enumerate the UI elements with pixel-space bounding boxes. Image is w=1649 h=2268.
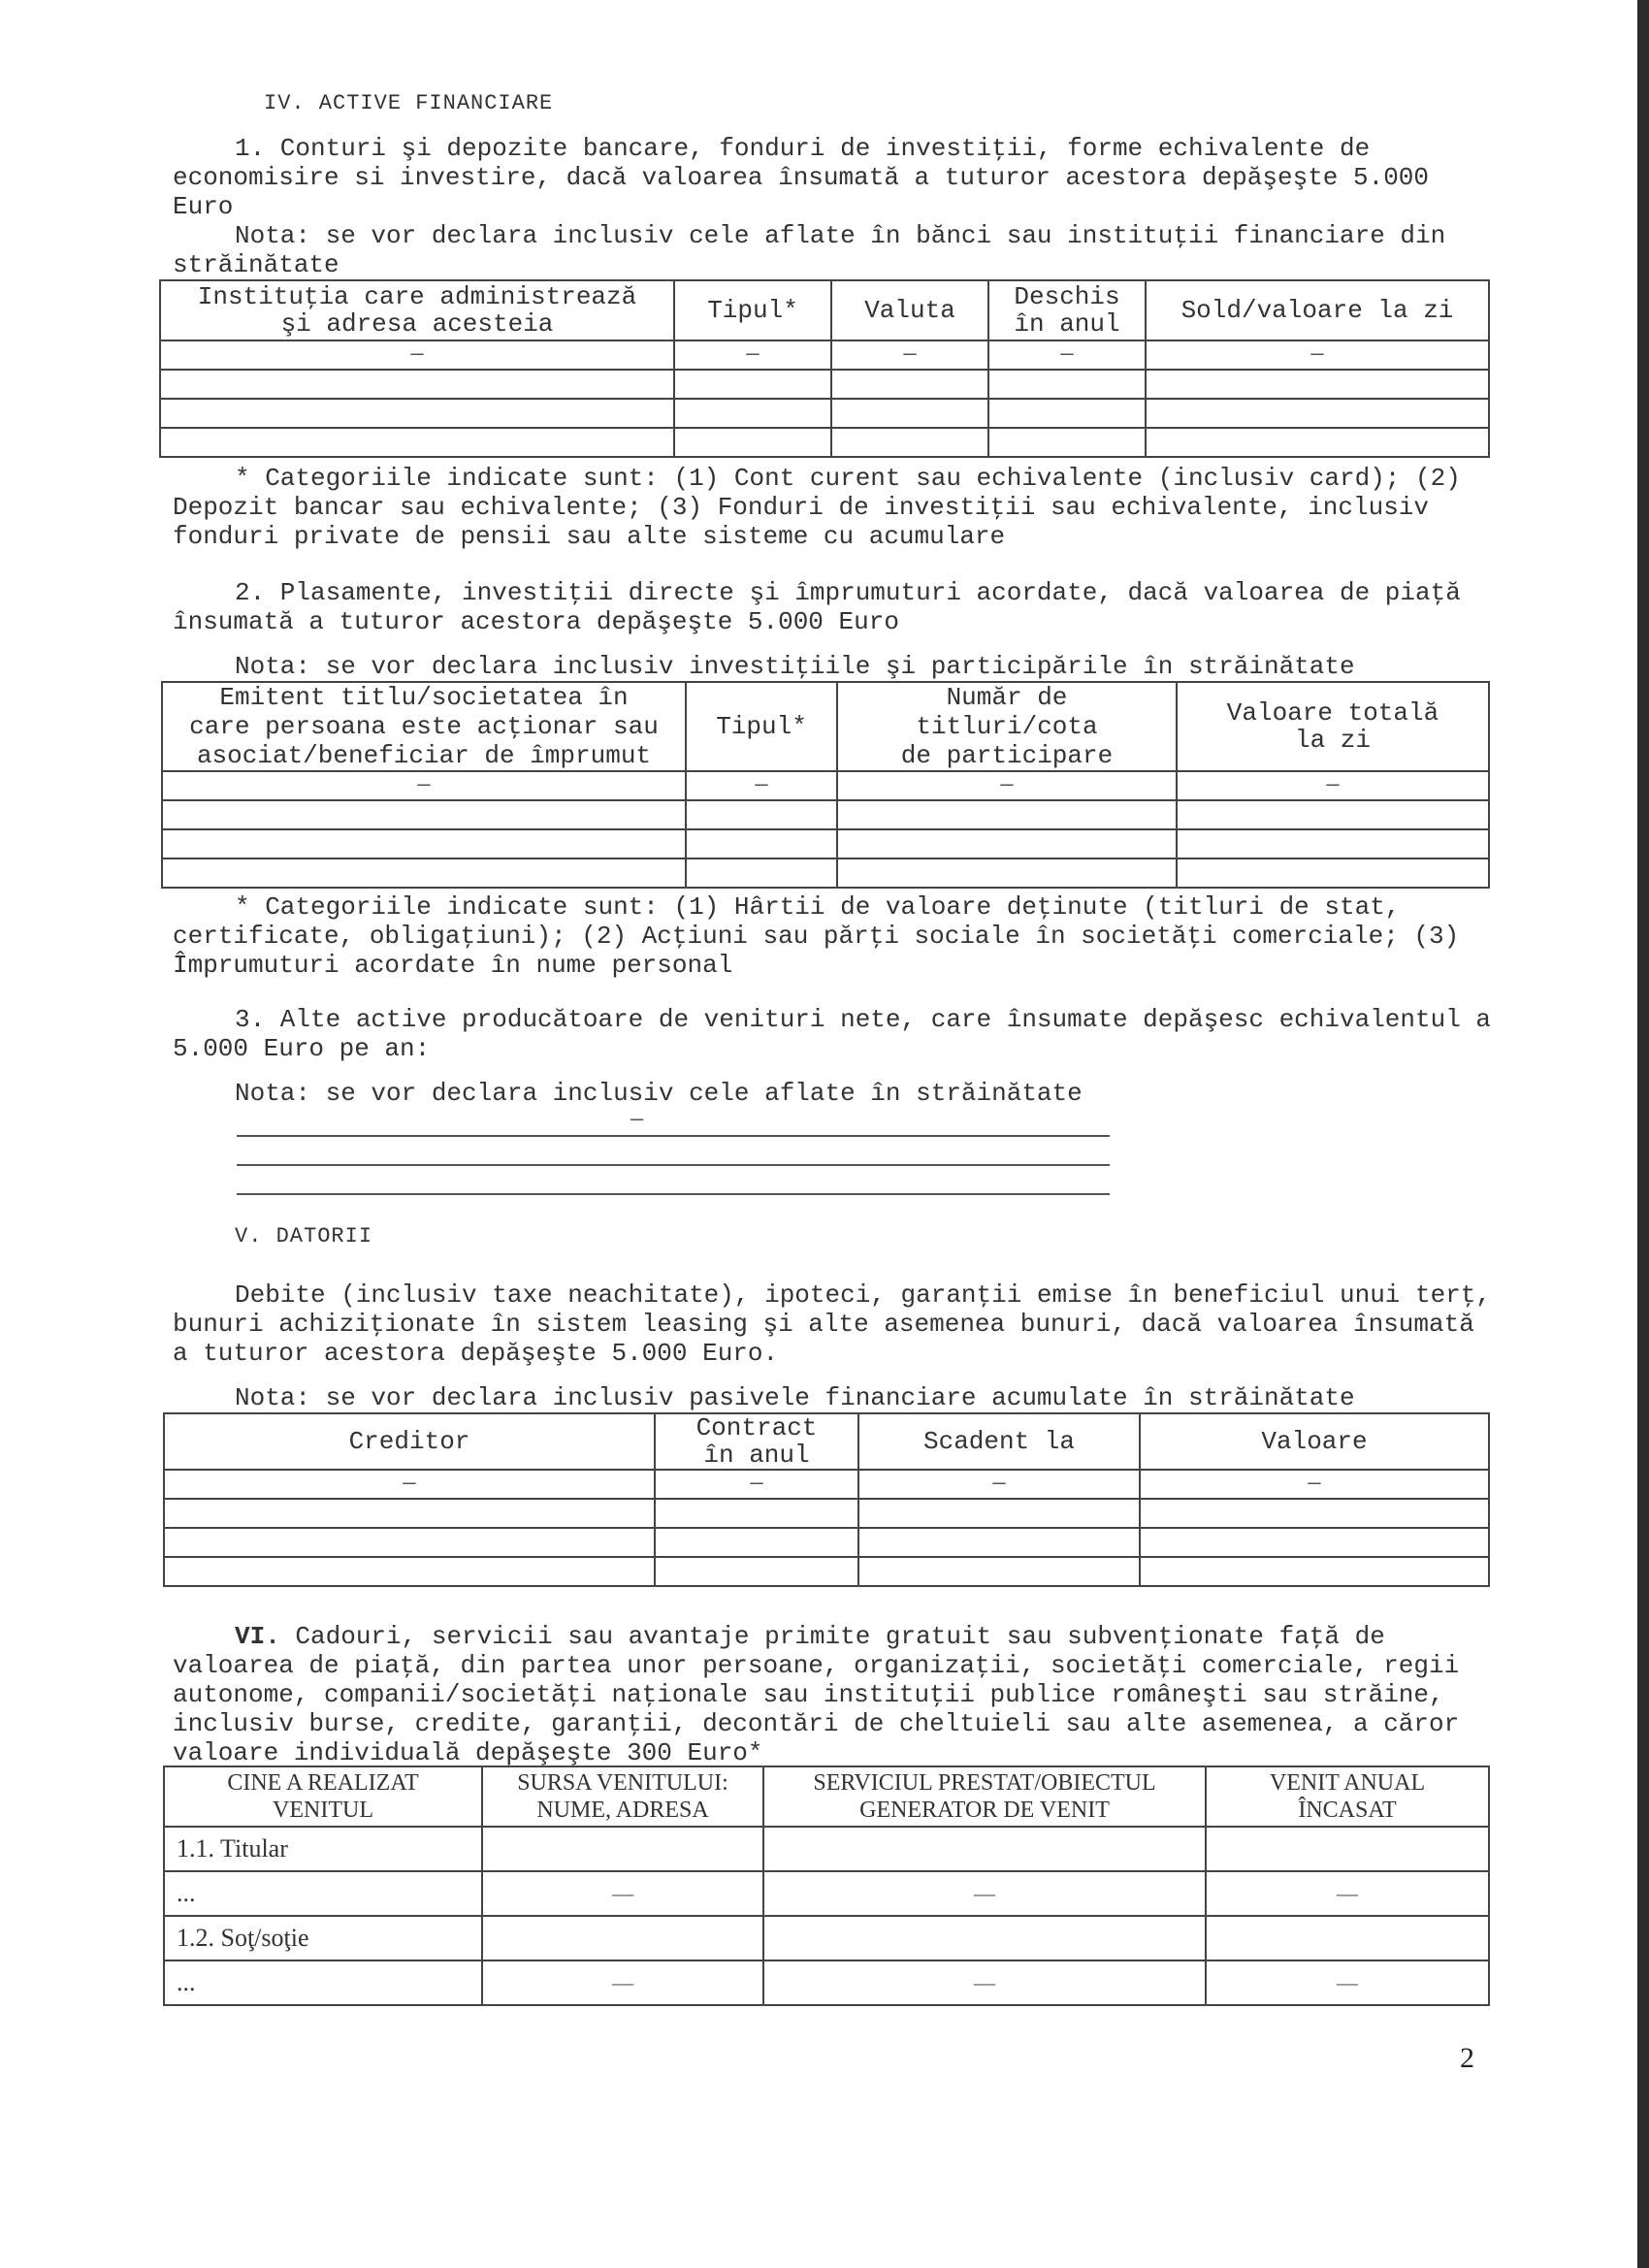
table-cell: — — [674, 340, 831, 370]
table-cell: — — [482, 1871, 763, 1916]
investments-table — [161, 681, 1490, 889]
table-row — [164, 1827, 1489, 1871]
table-cell: — — [655, 1470, 858, 1499]
section-v-heading: V. DATORII — [235, 1224, 373, 1248]
item3-line — [237, 1164, 1110, 1166]
debts-table — [163, 1412, 1490, 1587]
col-shares: Număr de titluri/cota de participare — [837, 682, 1177, 771]
table-row — [164, 1871, 1489, 1916]
table-cell: — — [162, 771, 686, 800]
col-creditor: Creditor — [164, 1413, 655, 1470]
table-cell: — — [1146, 340, 1489, 370]
col-source: SURSA VENITULUI: NUME, ADRESA — [482, 1766, 763, 1827]
item2-note: Nota: se vor declara inclusiv investiţiile şi participările în străinătate — [235, 652, 1355, 681]
table1-footnote: * Categoriile indicate sunt: (1) Cont curent sau echivalente (inclusiv card); (2) Depozit bancar sau echivalente; (3) Fonduri de investiţii sau echivalente, inclusiv fonduri private de pensii sau alte sisteme cu acumulare — [173, 464, 1476, 551]
row-label: ... — [164, 1960, 482, 2005]
item3-text: 3. Alte active producătoare de venituri nete, care însumate depăşesc echivalentul a 5.000 Euro pe an: — [173, 1005, 1506, 1063]
table-row — [162, 800, 1489, 829]
row-label: 1.1. Titular — [164, 1827, 482, 1871]
col-contract-year: Contract în anul — [655, 1413, 858, 1470]
table-cell: — — [164, 1470, 655, 1499]
table-cell: — — [831, 340, 988, 370]
table-row — [160, 340, 1489, 370]
bank-accounts-table — [159, 279, 1490, 458]
table-row — [164, 1916, 1489, 1960]
table-row — [164, 1960, 1489, 2005]
table-cell: — — [686, 771, 837, 800]
gifts-table — [163, 1766, 1490, 2006]
table-row — [164, 1528, 1489, 1557]
table-row — [162, 859, 1489, 888]
table-cell: — — [763, 1960, 1206, 2005]
table-cell: — — [763, 1871, 1206, 1916]
table-cell: — — [1177, 771, 1489, 800]
section-iv-heading: IV. ACTIVE FINANCIARE — [264, 91, 554, 115]
table-row — [164, 1499, 1489, 1528]
table-row — [162, 829, 1489, 859]
scan-edge — [1637, 0, 1649, 2268]
table-cell: — — [1206, 1871, 1489, 1916]
table-row — [162, 771, 1489, 800]
col-issuer: Emitent titlu/societatea în care persoana este acţionar sau asociat/beneficiar de împrumut — [162, 682, 686, 771]
page-number: 2 — [1460, 2042, 1474, 2074]
table-cell: — — [837, 771, 1177, 800]
item3-note: Nota: se vor declara inclusiv cele aflate în străinătate — [235, 1079, 1083, 1108]
item1-note: Nota: se vor declara inclusiv cele aflate în bănci sau instituţii financiare din străinătate — [173, 221, 1461, 279]
col-income: VENIT ANUAL ÎNCASAT — [1206, 1766, 1489, 1827]
col-institution: Instituţia care administrează şi adresa acesteia — [160, 280, 674, 340]
col-currency: Valuta — [831, 280, 988, 340]
col-due: Scadent la — [858, 1413, 1140, 1470]
row-label: 1.2. Soţ/soţie — [164, 1916, 482, 1960]
gifts-body: Cadouri, servicii sau avantaje primite gratuit sau subvenţionate faţă de valoarea de piaţă, din partea unor persoane, organizaţii, societăţi comerciale, regii autonome, companii/societăţi naţionale sau instituţii publice româneşti sau străine, inclusiv burse, credite, garanţii, decontări de cheltuieli sau alte asemenea, a căror valoare individuală depăşeşte 300 Euro* — [173, 1622, 1474, 1767]
item2-text: 2. Plasamente, investiţii directe şi împrumuturi acordate, dacă valoarea de piaţă însumată a tuturor acestora depăşeşte 5.000 Euro — [173, 578, 1476, 636]
item3-line — [237, 1135, 1110, 1137]
table-row — [160, 428, 1489, 457]
col-service: SERVICIUL PRESTAT/OBIECTUL GENERATOR DE VENIT — [763, 1766, 1206, 1827]
col-opened-year: Deschis în anul — [988, 280, 1146, 340]
debts-note: Nota: se vor declara inclusiv pasivele financiare acumulate în străinătate — [235, 1383, 1355, 1412]
table-row — [164, 1470, 1489, 1499]
col-who: CINE A REALIZAT VENITUL — [164, 1766, 482, 1827]
debts-text: Debite (inclusiv taxe neachitate), ipoteci, garanţii emise în beneficiul unui terţ, bunuri achiziţionate în sistem leasing şi alte asemenea bunuri, dacă valoarea însumată a tuturor acestora depăşeşte 5.000 Euro. — [173, 1280, 1506, 1368]
gifts-text — [173, 1622, 1492, 1767]
table-row — [160, 399, 1489, 428]
item1-text: 1. Conturi şi depozite bancare, fonduri de investiţii, forme echivalente de economisire si investire, dacă valoarea însumată a tuturor acestora depăşeşte 5.000 Euro — [173, 134, 1444, 221]
table-cell: — — [1206, 1960, 1489, 2005]
table-cell: — — [988, 340, 1146, 370]
table2-footnote: * Categoriile indicate sunt: (1) Hârtii de valoare deţinute (titluri de stat, certificate, obligaţiuni); (2) Acţiuni sau părţi sociale în societăţi comerciale; (3) Împrumuturi acordate în nume personal — [173, 892, 1474, 980]
section-vi-heading: VI. — [235, 1622, 280, 1651]
col-type: Tipul* — [674, 280, 831, 340]
col-balance: Sold/valoare la zi — [1146, 280, 1489, 340]
item3-fill-dash: — — [630, 1108, 644, 1132]
table-cell: — — [858, 1470, 1140, 1499]
table-row — [160, 370, 1489, 399]
table-cell: — — [482, 1960, 763, 2005]
table-row — [164, 1557, 1489, 1586]
col-value: Valoare — [1140, 1413, 1489, 1470]
col-total-value: Valoare totală la zi — [1177, 682, 1489, 771]
col-type: Tipul* — [686, 682, 837, 771]
item3-line — [237, 1193, 1110, 1195]
table-cell: — — [160, 340, 674, 370]
row-label: ... — [164, 1871, 482, 1916]
table-cell: — — [1140, 1470, 1489, 1499]
